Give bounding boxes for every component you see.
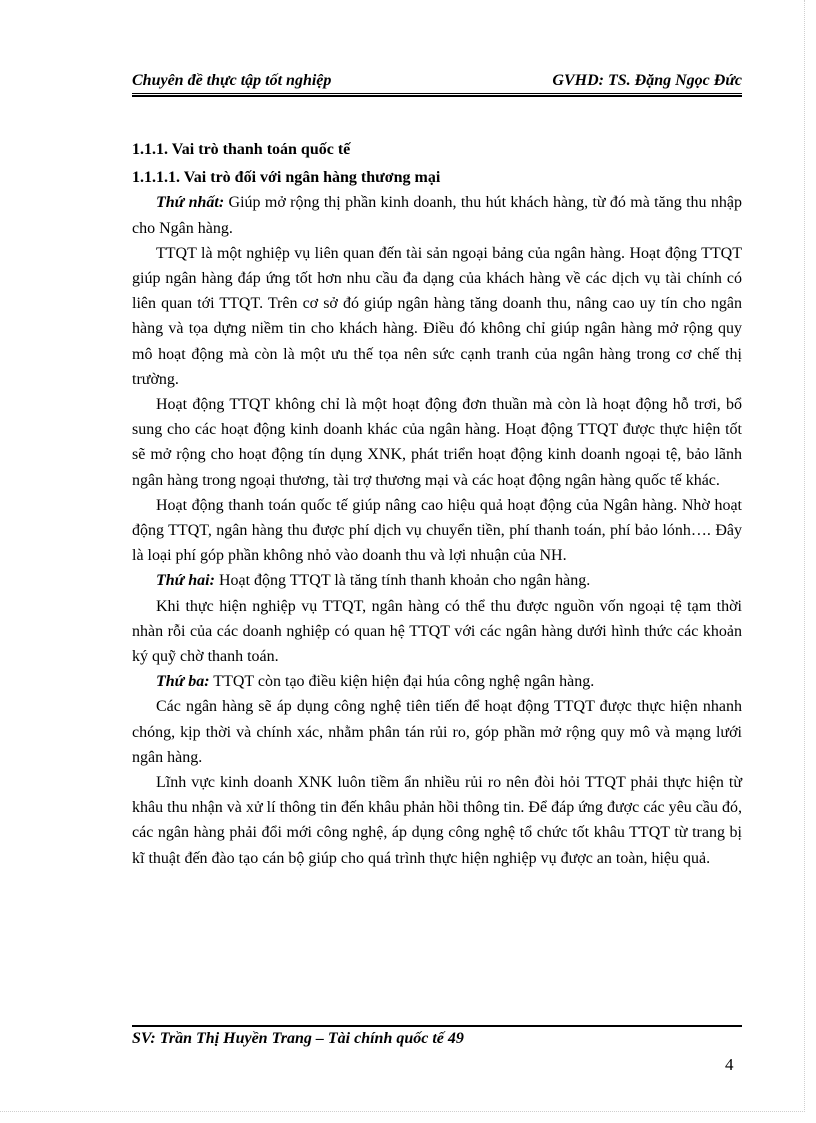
paragraph-5: [132, 568, 742, 593]
paragraph-2: [132, 241, 742, 392]
paragraph-9: [132, 770, 742, 871]
paragraph-text: Giúp mở rộng thị phần kinh doanh, thu hút khách hàng, từ đó mà tăng thu nhập cho Ngân hàng.: [132, 194, 742, 237]
paragraph-text: TTQT còn tạo điều kiện hiện đại húa công nghệ ngân hàng.: [209, 673, 595, 691]
paragraph-4: [132, 493, 742, 569]
paragraph-lead: Thứ ba:: [156, 673, 210, 691]
paragraph-text: Hoạt động thanh toán quốc tế giúp nâng cao hiệu quả hoạt động của Ngân hàng. Nhờ hoạt động TTQT, ngân hàng thu được phí dịch vụ chuyển tiền, phí thanh toán, phí bảo lónh…. Đây là loại phí góp phần không nhỏ vào doanh thu và lợi nhuận của NH.: [132, 496, 742, 565]
header-rule: [132, 93, 742, 94]
page-header: [132, 68, 742, 94]
paragraph-text: Khi thực hiện nghiệp vụ TTQT, ngân hàng có thể thu được nguồn vốn ngoại tệ tạm thời nhàn rỗi của các doanh nghiệp có quan hệ TTQT với các ngân hàng dưới hình thức các khoản ký quỹ chờ thanh toán.: [132, 597, 742, 666]
subsection-heading: 1.1.1.1. Vai trò đối với ngân hàng thương mại: [132, 169, 441, 187]
paragraph-3: [132, 392, 742, 493]
footer-rule: [132, 1025, 742, 1027]
paragraph-text: Hoạt động TTQT là tăng tính thanh khoản cho ngân hàng.: [214, 572, 591, 590]
paragraph-text: Lĩnh vực kinh doanh XNK luôn tiềm ẩn nhiều rủi ro nên đòi hỏi TTQT phải thực hiện từ khâu thu nhận và xử lí thông tin đến khâu phản hồi thông tin. Để đáp ứng được các yêu cầu đó, các ngân hàng phải đổi mới công nghệ, áp dụng công nghệ tổ chức tốt khâu TTQT từ trang bị kĩ thuật đến đào tạo cán bộ giúp cho quá trình thực hiện nghiệp vụ được an toàn, hiệu quả.: [132, 774, 742, 867]
header-rule-thick: [132, 95, 742, 97]
page-number: 4: [725, 1055, 734, 1074]
section-heading: 1.1.1. Vai trò thanh toán quốc tế: [132, 141, 351, 158]
footer-author: SV: Trần Thị Huyền Trang – Tài chính quốc tế 49: [132, 1030, 464, 1047]
header-supervisor: GVHD: TS. Đặng Ngọc Đức: [552, 72, 742, 89]
paragraph-8: [132, 694, 742, 770]
paragraph-text: TTQT là một nghiệp vụ liên quan đến tài sản ngoại bảng của ngân hàng. Hoạt động TTQT giúp ngân hàng đáp ứng tốt hơn nhu cầu đa dạng của khách hàng về các dịch vụ tài chính có liên quan tới TTQT. Trên cơ sở đó giúp ngân hàng tăng doanh thu, nâng cao uy tín cho ngân hàng và tọa dựng niềm tin cho khách hàng. Điều đó không chỉ giúp ngân hàng mở rộng quy mô hoạt động mà còn là một ưu thế tọa nên sức cạnh tranh của ngân hàng trong cơ chế thị trường.: [132, 244, 742, 388]
paragraph-6: [132, 594, 742, 670]
document-body: [132, 137, 742, 871]
paragraph-text: Các ngân hàng sẽ áp dụng công nghệ tiên tiến để hoạt động TTQT được thực hiện nhanh chóng, kịp thời và chính xác, nhằm phân tán rủi ro, góp phần mở rộng quy mô và mạng lưới ngân hàng.: [132, 698, 742, 766]
header-document-title: Chuyên đề thực tập tốt nghiệp: [132, 72, 332, 89]
paragraph-1: [132, 190, 742, 240]
paragraph-7: [132, 669, 742, 694]
paragraph-lead: Thứ nhất:: [156, 194, 225, 212]
paragraph-text: Hoạt động TTQT không chỉ là một hoạt động đơn thuần mà còn là hoạt động hỗ trơi, bổ sung cho các hoạt động kinh doanh khác của ngân hàng. Hoạt động TTQT được thực hiện tốt sẽ mở rộng cho hoạt động tín dụng XNK, phát triển hoạt động kinh doanh ngoại tệ, bảo lãnh ngân hàng trong ngoại thương, tài trợ thương mại và các hoạt động ngân hàng quốc tế khác.: [132, 396, 742, 489]
paragraph-lead: Thứ hai:: [156, 572, 215, 590]
